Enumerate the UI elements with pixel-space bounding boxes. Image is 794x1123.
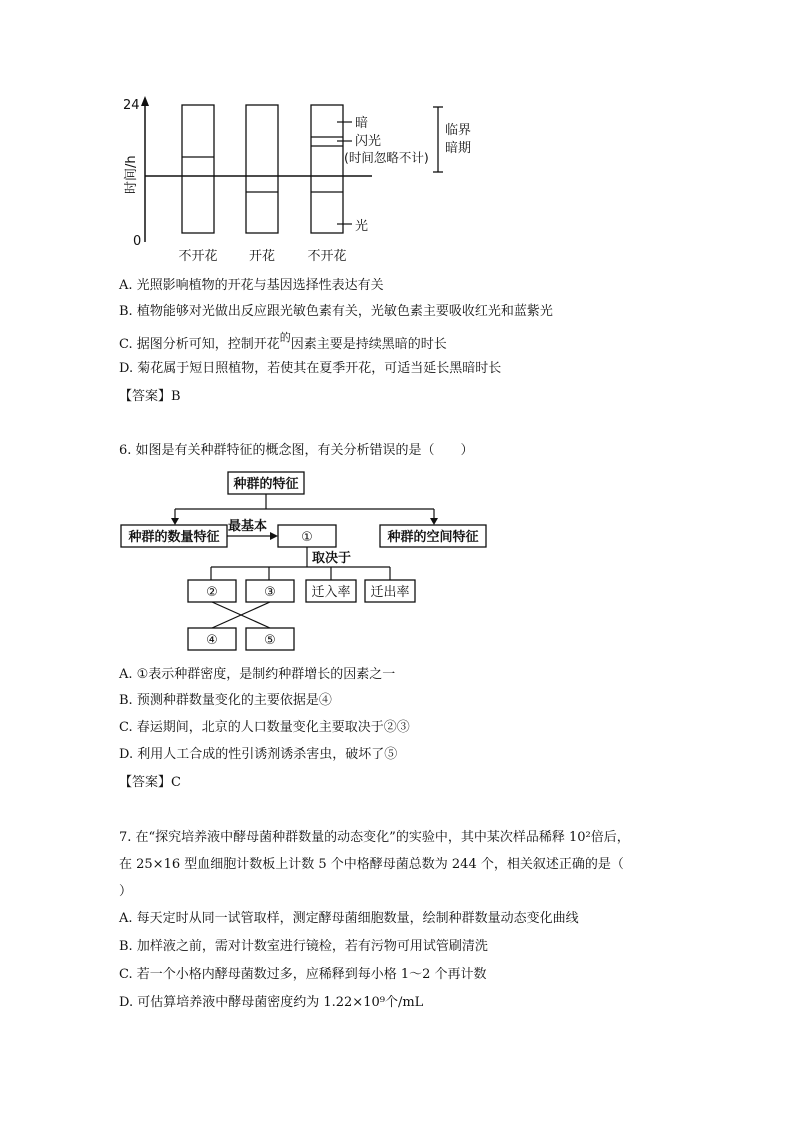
q7-option-a: A. 每天定时从同一试管取样，测定酵母菌细胞数量，绘制种群数量动态变化曲线 — [119, 911, 579, 926]
population-concept-diagram — [118, 468, 498, 658]
q7-stem-line2: 在 25×16 型血细胞计数板上计数 5 个中格酵母菌总数为 244 个，相关叙述正确的是（ — [119, 857, 624, 872]
box-spatial-label: 种群的空间特征 — [387, 530, 479, 545]
q6-answer: 【答案】C — [119, 775, 181, 790]
y-axis-arrow — [141, 96, 149, 106]
q6-option-d: D. 利用人工合成的性引诱剂诱杀害虫，破坏了⑤ — [119, 747, 398, 762]
callout-flash: 闪光 — [355, 134, 382, 149]
q7-option-b: B. 加样液之前，需对计数室进行镜检，若有污物可用试管刷清洗 — [119, 939, 488, 954]
q5-option-c-tail: 因素主要是持续黑暗的时长 — [290, 337, 447, 352]
q5-option-c-superscript: 的 — [279, 331, 291, 344]
y-top-label: 24 — [123, 98, 140, 113]
bar-3 — [311, 105, 343, 233]
q5-answer: 【答案】B — [119, 389, 181, 404]
callout-dark: 暗 — [355, 116, 369, 131]
box-top-label: 种群的特征 — [233, 477, 299, 492]
box-n3-label: ③ — [264, 585, 276, 600]
box-emigration-label: 迁出率 — [370, 585, 410, 600]
box-center-label: ① — [301, 530, 313, 545]
q5-option-c-head: C. 据图分析可知，控制开花 — [119, 337, 280, 352]
box-n4-label: ④ — [206, 633, 218, 648]
box-immigration-label: 迁入率 — [311, 585, 351, 600]
arrow-basic-head — [270, 532, 278, 540]
q5-option-b: B. 植物能够对光做出反应跟光敏色素有关，光敏色素主要吸收红光和蓝紫光 — [119, 304, 553, 319]
q6-option-c: C. 春运期间，北京的人口数量变化主要取决于②③ — [119, 720, 410, 735]
bar-3-label: 不开花 — [307, 249, 347, 264]
q7-option-c: C. 若一个小格内酵母菌数过多，应稀释到每小格 1～2 个再计数 — [119, 967, 487, 982]
callout-light: 光 — [355, 219, 369, 234]
q6-stem: 6. 如图是有关种群特征的概念图，有关分析错误的是（ ） — [119, 443, 474, 458]
bar-1 — [182, 105, 214, 233]
photoperiod-figure — [115, 92, 515, 272]
q6-option-a: A. ①表示种群密度，是制约种群增长的因素之一 — [119, 667, 396, 682]
bracket-label-2: 暗期 — [445, 141, 472, 156]
box-quantity-label: 种群的数量特征 — [128, 530, 220, 545]
bar-2-label: 开花 — [248, 249, 276, 264]
arrow-left — [171, 518, 179, 525]
box-n2-label: ② — [206, 585, 218, 600]
q5-option-d: D. 菊花属于短日照植物，若使其在夏季开花，可适当延长黑暗时长 — [119, 361, 502, 376]
bar-1-label: 不开花 — [178, 249, 218, 264]
callout-flash-note: (时间忽略不计) — [344, 150, 429, 165]
bracket-label-1: 临界 — [445, 123, 472, 138]
box-n5-label: ⑤ — [264, 633, 276, 648]
q5-option-c — [119, 331, 447, 354]
edge-basic-label: 最基本 — [228, 519, 268, 534]
q6-option-b: B. 预测种群数量变化的主要依据是④ — [119, 693, 332, 708]
y-axis-title: 时间/h — [124, 155, 139, 194]
q7-stem-line3: ） — [119, 884, 133, 899]
depends-label: 取决于 — [312, 551, 352, 566]
arrow-right — [430, 518, 438, 525]
y-bottom-label: 0 — [133, 234, 142, 249]
q5-option-a: A. 光照影响植物的开花与基因选择性表达有关 — [119, 278, 384, 293]
bar-2 — [246, 105, 278, 233]
q7-option-d: D. 可估算培养液中酵母菌密度约为 1.22×10⁹个/mL — [119, 995, 424, 1010]
q7-stem-line1: 7. 在“探究培养液中酵母菌种群数量的动态变化”的实验中，其中某次样品稀释 10²倍后， — [119, 830, 630, 845]
